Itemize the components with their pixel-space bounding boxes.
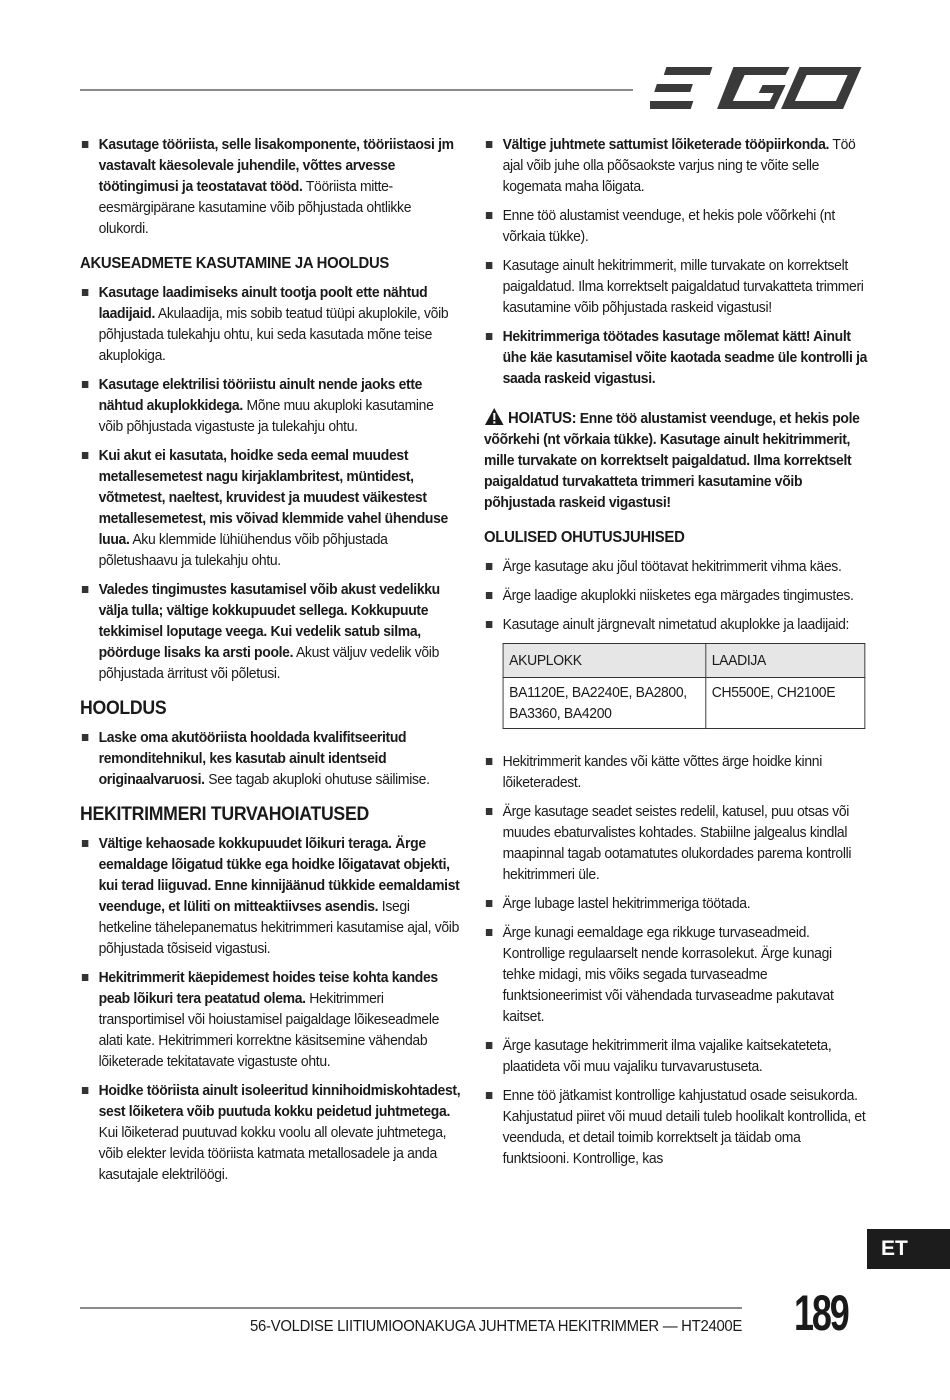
section-heading: OLULISED OHUTUSJUHISED — [484, 529, 685, 546]
item-text: Ärge kasutage hekitrimmerit ilma vajalike kaitsekateteta, plaatideta või muu vajaliku turvavarustuseta. — [502, 1037, 832, 1075]
list-item — [484, 585, 867, 606]
list-item — [80, 579, 461, 684]
item-text: Ärge kunagi eemaldage ega rikkuge turvaseadmeid. Kontrollige regulaarselt nende korrasolekut. Ärge kunagi tehke midagi, mis võiks segada turvaseadme funktsioneerimist või vähendada turvaseadme pakutavat kaitset. — [502, 924, 834, 1025]
list-item — [484, 614, 867, 635]
list-item — [80, 374, 461, 437]
right-column — [484, 134, 867, 1177]
item-bold: Hekitrimmerit käepidemest hoides teise kohta kandes peab lõikuri tera peatatud olema. — [98, 969, 438, 1007]
warning-label: HOIATUS: — [508, 410, 577, 427]
item-text: Ärge kasutage aku jõul töötavat hekitrimmerit vihma käes. — [502, 558, 842, 575]
trimmer-list — [80, 833, 461, 1185]
item-bold: Vältige juhtmete sattumist lõiketerade tööpiirkonda. — [502, 136, 830, 153]
safety-list-a — [484, 556, 867, 635]
bullet-icon — [82, 141, 89, 148]
safety-list-b — [484, 751, 867, 1169]
item-text: Enne töö alustamist veenduge, et hekis pole võõrkehi (nt võrkaia tükke). — [502, 207, 835, 245]
warning-text: Enne töö alustamist veenduge, et hekis pole võõrkehi (nt võrkaia tükke). Kasutage ainult hekitrimmerit, mille turvakate on korrektselt paigaldatud. Ilma korrektselt paigaldatud turvakatteta trimmeri kasutamine võib põhjustada raskeid vigastusi! — [484, 410, 860, 511]
table-cell: CH5500E, CH2100E — [706, 678, 865, 729]
footer-rule — [80, 1307, 742, 1309]
bullet-icon — [82, 840, 89, 847]
bullet-icon — [82, 734, 89, 741]
page-number: 189 — [794, 1285, 848, 1341]
item-text: Enne töö jätkamist kontrollige kahjustatud osade seisukorda. Kahjustatud piiret või muud detaili tuleb hoolikalt kontrollida, et veenduda, et detail toimib korrektselt ja täidab oma funktsiooni. Kontrollige, kas — [502, 1087, 866, 1167]
item-text: Tööriista mitte-eesmärgipärane kasutamine võib põhjustada ohtlikke olukordi. — [98, 178, 412, 237]
item-bold: Kui akut ei kasutata, hoidke seda eemal muudest metallesemetest nagu kirjaklambritest, müntidest, võtmetest, naeltest, kruvidest ja muudest väikestest metallesemetest, mis võivad klemmide vahel ühenduse luua. — [98, 447, 448, 548]
bullet-icon — [486, 212, 493, 219]
language-tab: ET — [867, 1229, 950, 1269]
item-text: Hekitrimmerit kandes või kätte võttes ärge hoidke kinni lõiketeradest. — [502, 753, 822, 791]
warning-triangle-icon — [484, 407, 504, 426]
ego-logo — [650, 62, 862, 114]
bullet-icon — [486, 333, 493, 340]
item-bold: Vältige kehaosade kokkupuudet lõikuri teraga. Ärge eemaldage lõigatud tükke ega hoidke lõigatavat objekti, kui terad liiguvad. Enne kinnijäänud tükkide eemaldamist veenduge, et lüliti on mitteaktiivses asendis. — [98, 835, 460, 915]
list-item — [484, 255, 867, 318]
item-bold: Kasutage tööriista, selle lisakomponente, tööriistaosi jm vastavalt käesolevale juhendile, võttes arvesse töötingimusi ja teostatavat tööd. — [98, 136, 454, 195]
footer-title: 56-VOLDISE LIITIUMIOONAKUGA JUHTMETA HEKITRIMMER — HT2400E — [249, 1318, 742, 1335]
item-text: Mõne muu akuploki kasutamine võib põhjustada vigastuste ja tulekahju ohtu. — [98, 397, 434, 435]
item-text: See tagab akuploki ohutuse säilimise. — [204, 771, 430, 788]
item-text: Akulaadija, mis sobib teatud tüüpi akuplokile, võib põhjustada tulekahju ohtu, kui seda kasutada mõne teise akuplokiga. — [98, 305, 449, 364]
item-text: Hekitrimmeri transportimisel või hoiustamisel paigaldage lõikeseadmele alati kate. Hekitrimmeri korrektne käsitsemine vähendab lõiketerade tekitatavate vigastuste ohtu. — [98, 990, 440, 1070]
bullet-icon — [486, 1092, 493, 1099]
list-item — [80, 833, 461, 959]
section-heading: HOOLDUS — [80, 698, 167, 719]
item-bold: Laske oma akutööriista hooldada kvalifitseeritud remonditehnikul, kes kasutab ainult identseid originaalvaruosi. — [98, 729, 407, 788]
bullet-icon — [82, 586, 89, 593]
table-header-row — [503, 644, 865, 678]
bullet-icon — [486, 621, 493, 628]
table-header-cell: AKUPLOKK — [503, 644, 706, 678]
item-text: Kasutage ainult hekitrimmerit, mille turvakate on korrektselt paigaldatud. Ilma korrektselt paigaldatud turvakatteta trimmeri kasutamine võib põhjustada raskeid vigastusi! — [502, 257, 864, 316]
bullet-icon — [486, 262, 493, 269]
bullet-icon — [82, 381, 89, 388]
item-text: Ärge kasutage seadet seistes redelil, katusel, puu otsas või muudes ebaturvalistes kohtades. Stabiilne jalgealus kindlal maapinnal tagab ootamatutes olukordades parema kontrolli hekitrimmeri üle. — [502, 803, 852, 883]
list-item — [80, 727, 461, 790]
section-heading: HEKITRIMMERI TURVAHOIATUSED — [80, 804, 369, 825]
item-text: Ärge laadige akuplokki niisketes ega märgades tingimustes. — [502, 587, 854, 604]
item-bold: Kasutage elektrilisi tööriistu ainult nende jaoks ette nähtud akuplokkidega. — [98, 376, 423, 414]
bullet-icon — [486, 808, 493, 815]
bullet-icon — [82, 452, 89, 459]
table-cell: BA1120E, BA2240E, BA2800, BA3360, BA4200 — [503, 678, 706, 729]
left-column — [80, 134, 461, 1193]
list-item — [80, 445, 461, 571]
item-text: Kui lõiketerad puutuvad kokku voolu all olevate juhtmetega, võib elekter levida tööriista katmata metallosadele ja anda kasutajale elektrilöögi. — [98, 1124, 447, 1183]
list-item — [484, 751, 867, 793]
list-item — [484, 922, 867, 1027]
list-item — [484, 326, 867, 389]
item-text: Ärge lubage lastel hekitrimmeriga töötada. — [502, 895, 751, 912]
battery-charger-table — [503, 643, 866, 729]
item-text: Aku klemmide lühiühendus võib põhjustada põletushaavu ja tulekahju ohtu. — [98, 531, 388, 569]
bullet-icon — [486, 563, 493, 570]
list-item — [484, 205, 867, 247]
bullet-icon — [486, 929, 493, 936]
item-text: Isegi hetkeline tähelepanematus hekitrimmeri kasutamise ajal, võib põhjustada tõsiseid vigastusi. — [98, 898, 460, 957]
list-item — [80, 282, 461, 366]
item-bold: Valedes tingimustes kasutamisel võib akust vedelikku välja tulla; vältige kokkupuudet sellega. Kokkupuute tekkimisel loputage veega. Kui vedelik satub silma, pöörduge lisaks ka arsti poole. — [98, 581, 440, 661]
bullet-icon — [486, 900, 493, 907]
list-item — [80, 134, 461, 239]
item-bold: Kasutage laadimiseks ainult tootja poolt ette nähtud laadijaid. — [98, 284, 428, 322]
bullet-icon — [486, 758, 493, 765]
service-list — [80, 727, 461, 790]
header-rule — [80, 89, 633, 91]
list-item — [484, 134, 867, 197]
item-text: Töö ajal võib juhe olla põõsaokste varjus ning te võite selle kogemata maha lõigata. — [502, 136, 856, 195]
list-item — [484, 556, 867, 577]
list-item — [484, 1085, 867, 1169]
list-item — [80, 1080, 461, 1185]
list-item — [484, 1035, 867, 1077]
top-list — [484, 134, 867, 389]
list-item — [80, 967, 461, 1072]
bullet-icon — [82, 1087, 89, 1094]
item-bold: Hekitrimmeriga töötades kasutage mõlemat kätt! Ainult ühe käe kasutamisel võite kaotada seadme üle kontrolli ja saada raskeid vigastusi. — [502, 328, 868, 387]
warning-block — [484, 407, 867, 513]
bullet-icon — [82, 974, 89, 981]
bullet-icon — [486, 1042, 493, 1049]
list-item — [484, 893, 867, 914]
bullet-icon — [486, 592, 493, 599]
table-row — [503, 678, 865, 729]
list-item — [484, 801, 867, 885]
bullet-icon — [486, 141, 493, 148]
item-text: Akust väljuv vedelik võib põhjustada ärritust või põletusi. — [98, 644, 440, 682]
bullet-icon — [82, 289, 89, 296]
item-text: Kasutage ainult järgnevalt nimetatud akuplokke ja laadijaid: — [502, 616, 850, 633]
battery-list — [80, 282, 461, 684]
item-bold: Hoidke tööriista ainult isoleeritud kinnihoidmiskohtadest, sest lõiketera võib puutuda kokku peidetud juhtmetega. — [98, 1082, 461, 1120]
table-header-cell: LAADIJA — [706, 644, 865, 678]
section-heading: AKUSEADMETE KASUTAMINE JA HOOLDUS — [80, 255, 390, 272]
